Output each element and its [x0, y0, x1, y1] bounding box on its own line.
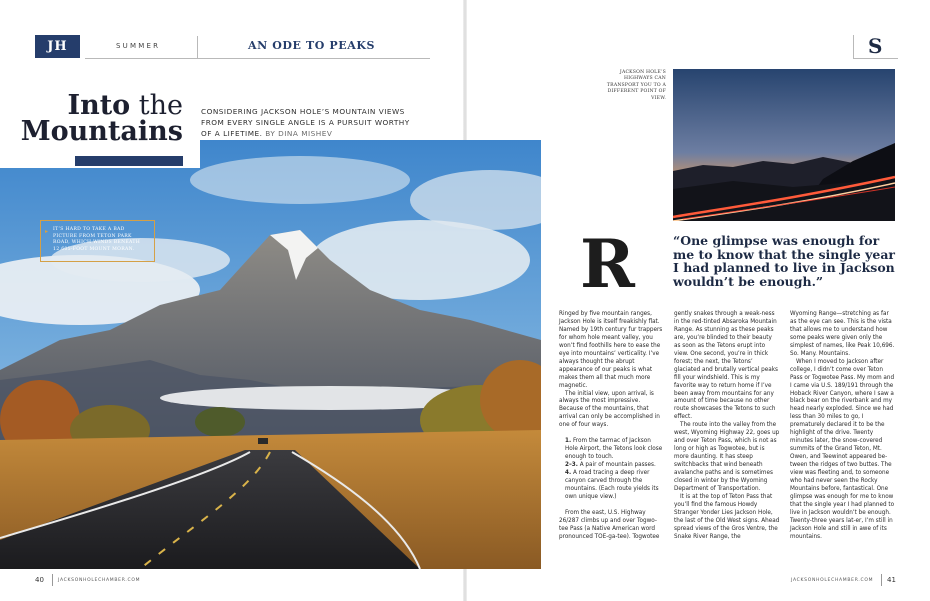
paragraph: gently snakes through a weak-ness in the red-tinted Absaroka Mountain Range. As stunning as these peaks are, you’re blinded to their beauty as soon as the Tetons erupt into view. One second, you’re in thick forest; the next, the Tetons’ glaciated and brutally vertical peaks fill your windshield. This is my favorite way to return home if I’ve been away from mountains for any amount of time because no other route showcases the Tetons to such effect. — [674, 311, 778, 421]
body-column-1 — [559, 311, 665, 542]
night-photo-caption: JACKSON HOLE’S HIGHWAYS CAN TRANSPORT YOU TO A DIFFERENT POINT OF VIEW. — [606, 70, 666, 101]
list-text: A road tracing a deep river canyon carved through the mountains. (Each route yields its own unique view.) — [565, 470, 659, 500]
paragraph: Ringed by five mountain ranges, Jackson Hole is itself freakishly flat. Named by 19th century fur trappers for whom hole meant valley, you won’t find foothills here to ease the eye into mountains’ verticality. I’ve always thought the abrupt appearance of our peaks is what makes them all that much more magnetic. — [559, 311, 663, 389]
section-title: AN ODE TO PEAKS — [248, 39, 376, 52]
headline-line-2: Mountains — [20, 116, 183, 147]
body-column-2 — [674, 311, 780, 542]
headline-into: Into — [67, 90, 131, 121]
jh-badge: JH — [35, 35, 80, 58]
photo-caption: IT’S HARD TO TAKE A BAD PICTURE FROM TETON PARK ROAD, WHICH WINDS BENEATH 12,605-FOOT MOUNT MORAN. — [53, 227, 141, 252]
dek — [201, 106, 416, 139]
footer-url-right: JACKSONHOLECHAMBER.COM — [791, 578, 874, 583]
list-text: A pair of mountain passes. — [579, 462, 656, 469]
list-item — [559, 438, 665, 462]
body-column-3 — [790, 311, 896, 542]
photo-caption-box — [40, 220, 155, 262]
folio-rule-left — [52, 574, 53, 586]
right-header-rule — [853, 35, 854, 59]
paragraph: The initial view, upon arrival, is always the most impressive. Because of the mountains, that arrival can only be accomplished in one of four ways. — [559, 390, 660, 429]
title-accent-bar — [75, 156, 183, 166]
paragraph: When I moved to Jackson after college, I didn’t come over Teton Pass or Togwotee Pass. My mom and I came via U.S. 189/191 through the Hoback River Canyon, where I saw a black bear on the riverbank and my head nearly exploded. Since we had less than 30 miles to go, I prematurely declared it to be the highlight of the drive. Twenty minutes later, the snow-covered summits of the Grand Teton, Mt. Owen, and Teewinot appeared be-tween the ridges of two buttes. The view was fleeting and, to someone who had never seen the Rocky Mountains before, fantastical. One glimpse was enough for me to know that the single year I had planned to live in Jackson wouldn’t be enough. Twenty-three years lat-er, I’m still in Jackson Hole and still in awe of its mountains. — [790, 358, 895, 540]
paragraph: It is at the top of Teton Pass that you’ll find the famous Howdy Stranger Yonder Lies Jackson Hole, the last of the Old West signs. Ahead spread views of the Gros Ventre, the Snake River Range, the — [674, 493, 780, 540]
pull-quote: “One glimpse was enough for me to know that the single year I had planned to live in Jackson wouldn’t be enough.” — [673, 233, 896, 289]
list-number: 1. — [565, 438, 572, 445]
season-label: SUMMER — [116, 42, 161, 50]
caption-arrow-icon: ▸ — [45, 228, 49, 235]
headline-the: the — [130, 90, 183, 121]
list-text: From the tarmac of Jackson Hole Airport, the Tetons look close enough to touch. — [565, 438, 663, 461]
page-number-left: 40 — [35, 576, 44, 584]
paragraph: Wyoming Range—stretching as far as the eye can see. This is the vista that allows me to understand how some peaks were given only the simplest of names, like Peak 10,696. So. Many. Mountains. — [790, 311, 895, 357]
byline: BY DINA MISHEV — [265, 129, 333, 138]
dek-text: CONSIDERING JACKSON HOLE’S MOUNTAIN VIEWS FROM EVERY SINGLE ANGLE IS A PURSUIT WORTHY OF A LIFETIME. — [201, 107, 410, 138]
list-number: 2–3. — [565, 462, 578, 469]
list-item — [559, 462, 665, 470]
header-divider — [197, 36, 198, 59]
section-badge: S — [868, 34, 883, 58]
list-number: 4. — [565, 470, 572, 477]
footer-url-left: JACKSONHOLECHAMBER.COM — [58, 578, 141, 583]
highway-night-photo — [673, 69, 895, 221]
right-header-rule-horizontal — [853, 58, 898, 59]
paragraph: The route into the valley from the west, Wyoming Highway 22, goes up and over Teton Pass, which is not as long or high as Togwotee, but is more daunting. It has steep switchbacks that wind beneath avalanche paths and is sometimes closed in winter by the Wyoming Department of Transportation. — [674, 422, 780, 492]
paragraph: From the east, U.S. Highway 26/287 climbs up and over Togwo-tee Pass (a Native American word pronounced TOE-ga-tee). Togwotee — [559, 509, 660, 540]
list-item — [559, 470, 665, 502]
page-number-right: 41 — [887, 576, 896, 584]
header-rule — [85, 58, 430, 59]
folio-rule-right — [881, 574, 882, 586]
mount-moran-photo — [0, 140, 541, 569]
drop-cap: R — [580, 225, 635, 303]
